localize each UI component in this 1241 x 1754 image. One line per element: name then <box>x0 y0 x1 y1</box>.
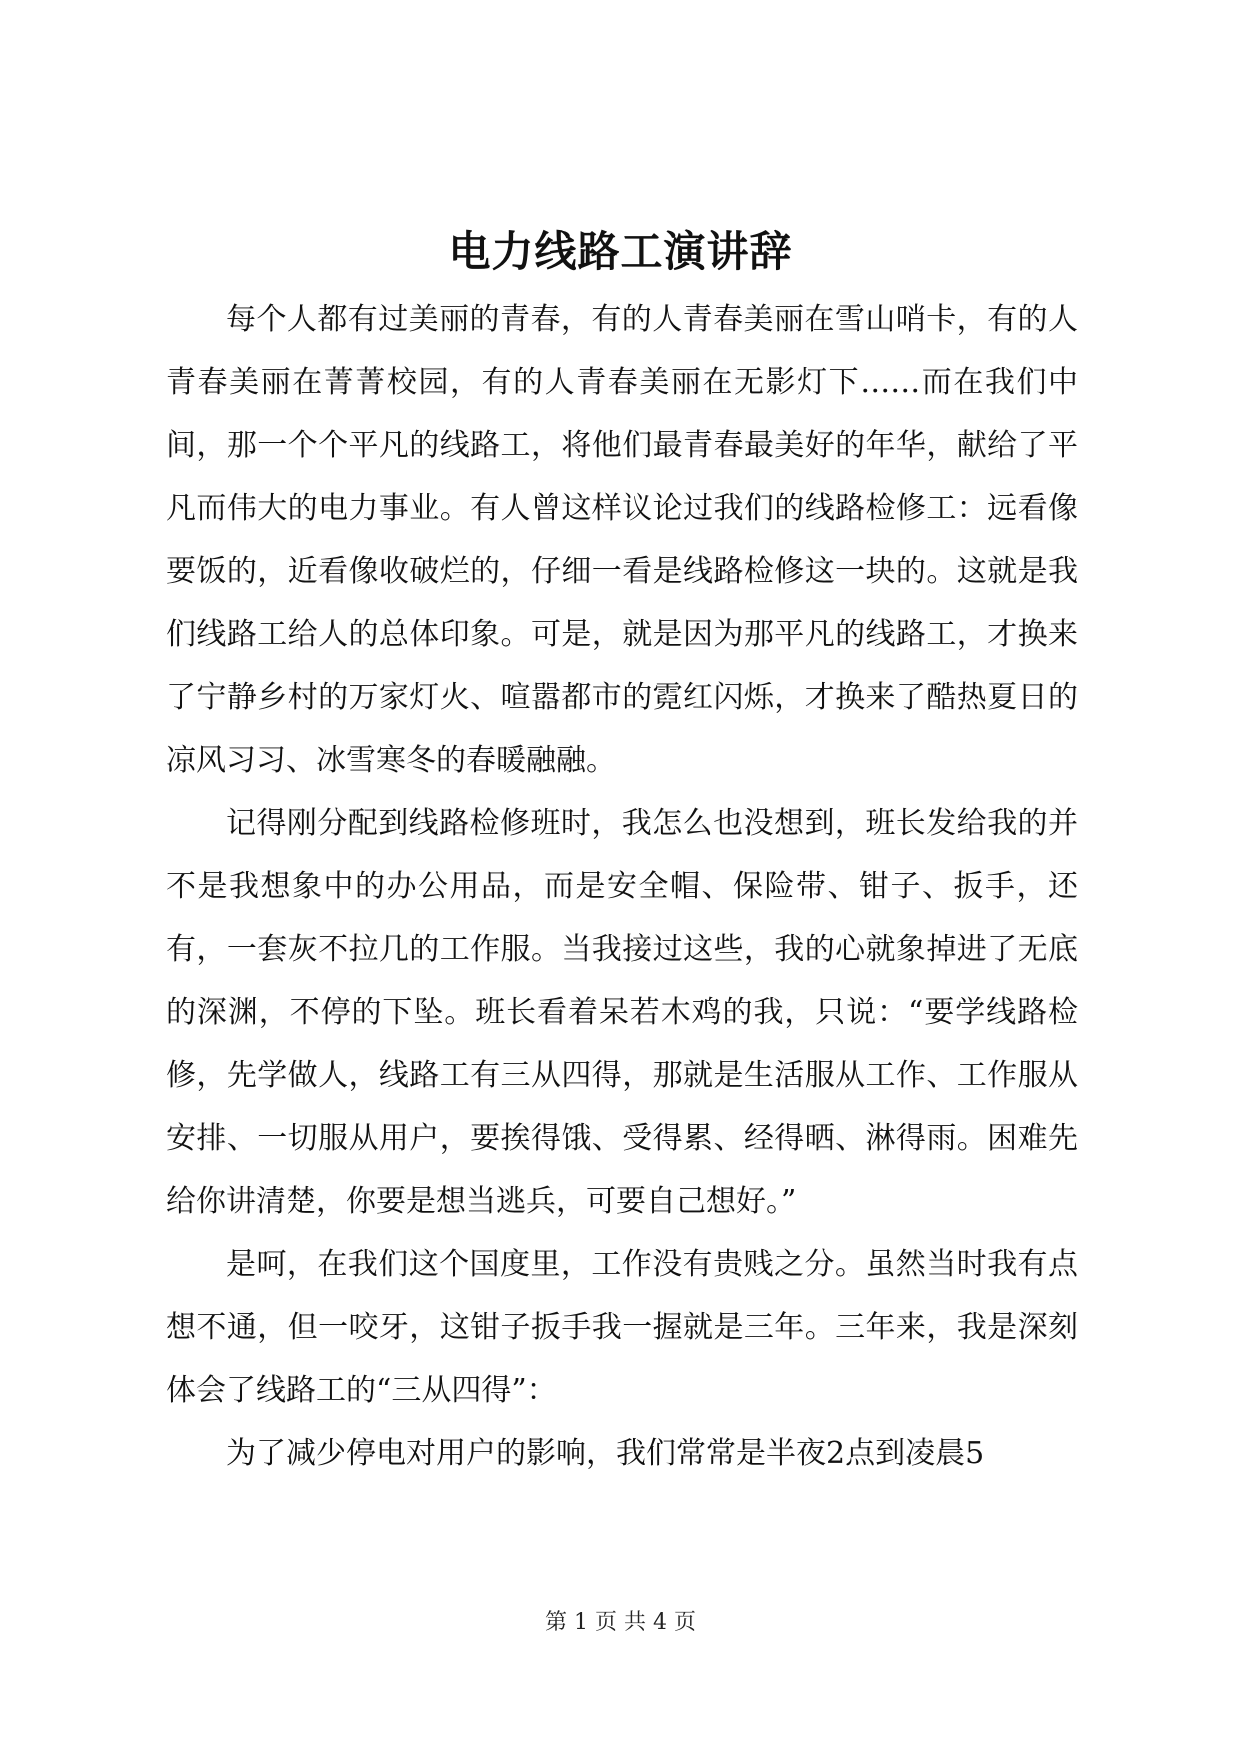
paragraph-2: 记得刚分配到线路检修班时，我怎么也没想到，班长发给我的并不是我想象中的办公用品，而是安全帽、保险带、钳子、扳手，还有，一套灰不拉几的工作服。当我接过这些，我的心就象掉进了无底的深渊，不停的下坠。班长看着呆若木鸡的我，只说：“要学线路检修，先学做人，线路工有三从四得，那就是生活服从工作、工作服从安排、一切服从用户，要挨得饿、受得累、经得晒、淋得雨。困难先给你讲清楚，你要是想当逃兵，可要自己想好。” <box>166 806 1078 1219</box>
page-indicator: 第 1 页 共 4 页 <box>545 1610 696 1635</box>
paragraph-4: 为了减少停电对用户的影响，我们常常是半夜2点到凌晨5 <box>226 1436 985 1471</box>
page-footer <box>0 1608 1241 1638</box>
paragraph-1: 每个人都有过美丽的青春，有的人青春美丽在雪山哨卡，有的人青春美丽在菁菁校园，有的人青春美丽在无影灯下……而在我们中间，那一个个平凡的线路工，将他们最青春最美好的年华，献给了平凡而伟大的电力事业。有人曾这样议论过我们的线路检修工：远看像要饭的，近看像收破烂的，仔细一看是线路检修这一块的。这就是我们线路工给人的总体印象。可是，就是因为那平凡的线路工，才换来了宁静乡村的万家灯火、喧嚣都市的霓红闪烁，才换来了酷热夏日的凉风习习、冰雪寒冬的春暖融融。 <box>166 302 1078 778</box>
document-title: 电力线路工演讲辞 <box>448 227 793 276</box>
paragraph-3: 是呵，在我们这个国度里，工作没有贵贱之分。虽然当时我有点想不通，但一咬牙，这钳子扳手我一握就是三年。三年来，我是深刻体会了线路工的“三从四得”： <box>166 1247 1078 1408</box>
document-body <box>166 288 1078 1485</box>
